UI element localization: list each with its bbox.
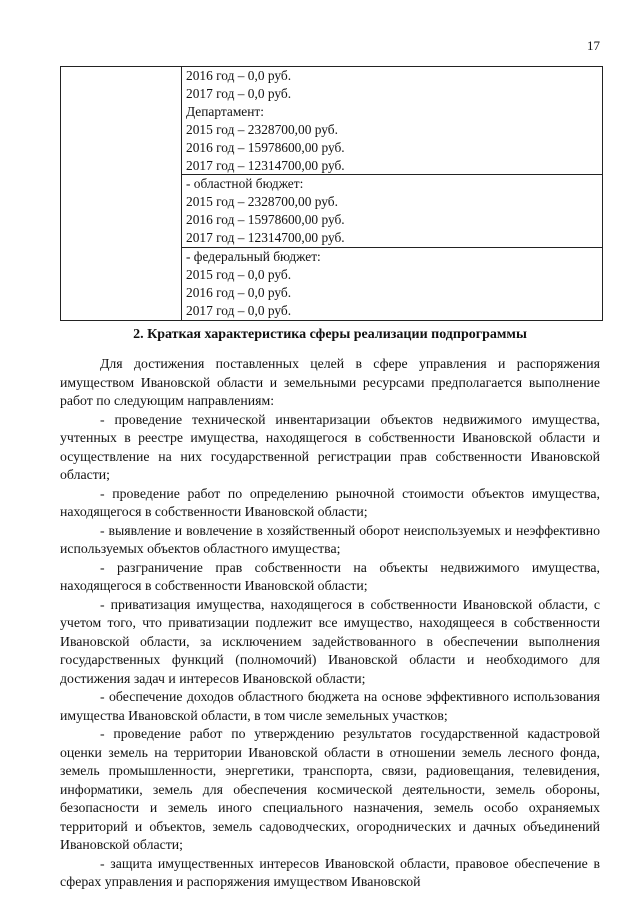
section-title: 2. Краткая характеристика сферы реализации подпрограммы: [133, 327, 527, 342]
funding-line: 2017 год – 12314700,00 руб.: [186, 157, 345, 173]
funding-line: 2016 год – 0,0 руб.: [186, 284, 292, 300]
page-number: 17: [587, 38, 600, 53]
body-paragraph: - защита имущественных интересов Ивановской области, правовое обеспечение в сферах управления и распоряжения имуществом Ивановской: [60, 855, 600, 889]
funding-line: 2016 год – 0,0 руб.: [186, 68, 292, 83]
body-paragraph: - разграничение прав собственности на объекты недвижимого имущества, находящегося в собственности Ивановской области;: [60, 559, 600, 593]
funding-line: 2015 год – 2328700,00 руб.: [186, 121, 338, 137]
funding-table-value-cell: [182, 67, 603, 321]
funding-line: - федеральный бюджет:: [186, 249, 321, 265]
body-paragraph: - проведение технической инвентаризации объектов недвижимого имущества, учтенных в реестре имущества, находящегося в собственности Ивановской области и осуществление на них государственной регистрации прав собственности Ивановской области;: [60, 411, 600, 482]
funding-line: 2015 год – 0,0 руб.: [186, 266, 292, 282]
funding-table: [60, 66, 603, 321]
body-paragraph: - проведение работ по утверждению результатов государственной кадастровой оценки земель на территории Ивановской области в отношении земель лесного фонда, земель промышленности, энергетики, транспорта, связи, радиовещания, телевидения, информатики, земель для обеспечения космической деятельности, земель обороны, безопасности и земель иного специального назначения, земель особо охраняемых территорий и объектов, земель садоводческих, огороднических и дачных объединений Ивановской области;: [60, 726, 600, 852]
section-body: [60, 355, 600, 892]
body-paragraph: - проведение работ по определению рыночной стоимости объектов имущества, находящегося в собственности Ивановской области;: [60, 485, 600, 519]
body-paragraph: Для достижения поставленных целей в сфере управления и распоряжения имуществом Ивановской области и земельными ресурсами предполагается выполнение работ по следующим направлениям:: [60, 356, 600, 408]
funding-block-department: [182, 67, 602, 174]
funding-block-federal-budget: [182, 247, 602, 320]
funding-line: Департамент:: [186, 103, 264, 119]
body-paragraph: - приватизация имущества, находящегося в собственности Ивановской области, с учетом того, что приватизации подлежит все имущество, находящееся в собственности Ивановской области, за исключением задействованного в обеспечении выполнения государственных функций (полномочий) Ивановской области и необходимого для достижения задач и интересов Ивановской области;: [60, 596, 600, 686]
body-paragraph: - обеспечение доходов областного бюджета на основе эффективного использования имущества Ивановской области, в том числе земельных участков;: [60, 689, 600, 723]
funding-table-label-cell: [61, 67, 182, 321]
funding-line: - областной бюджет:: [186, 176, 304, 192]
funding-line: 2017 год – 0,0 руб.: [186, 85, 292, 101]
funding-line: 2016 год – 15978600,00 руб.: [186, 139, 345, 155]
funding-line: 2016 год – 15978600,00 руб.: [186, 212, 345, 228]
funding-line: 2017 год – 0,0 руб.: [186, 302, 292, 318]
funding-line: 2015 год – 2328700,00 руб.: [186, 194, 338, 210]
body-paragraph: - выявление и вовлечение в хозяйственный оборот неиспользуемых и неэффективно используемых объектов областного имущества;: [60, 522, 600, 556]
funding-block-regional-budget: [182, 174, 602, 247]
funding-line: 2017 год – 12314700,00 руб.: [186, 230, 345, 246]
